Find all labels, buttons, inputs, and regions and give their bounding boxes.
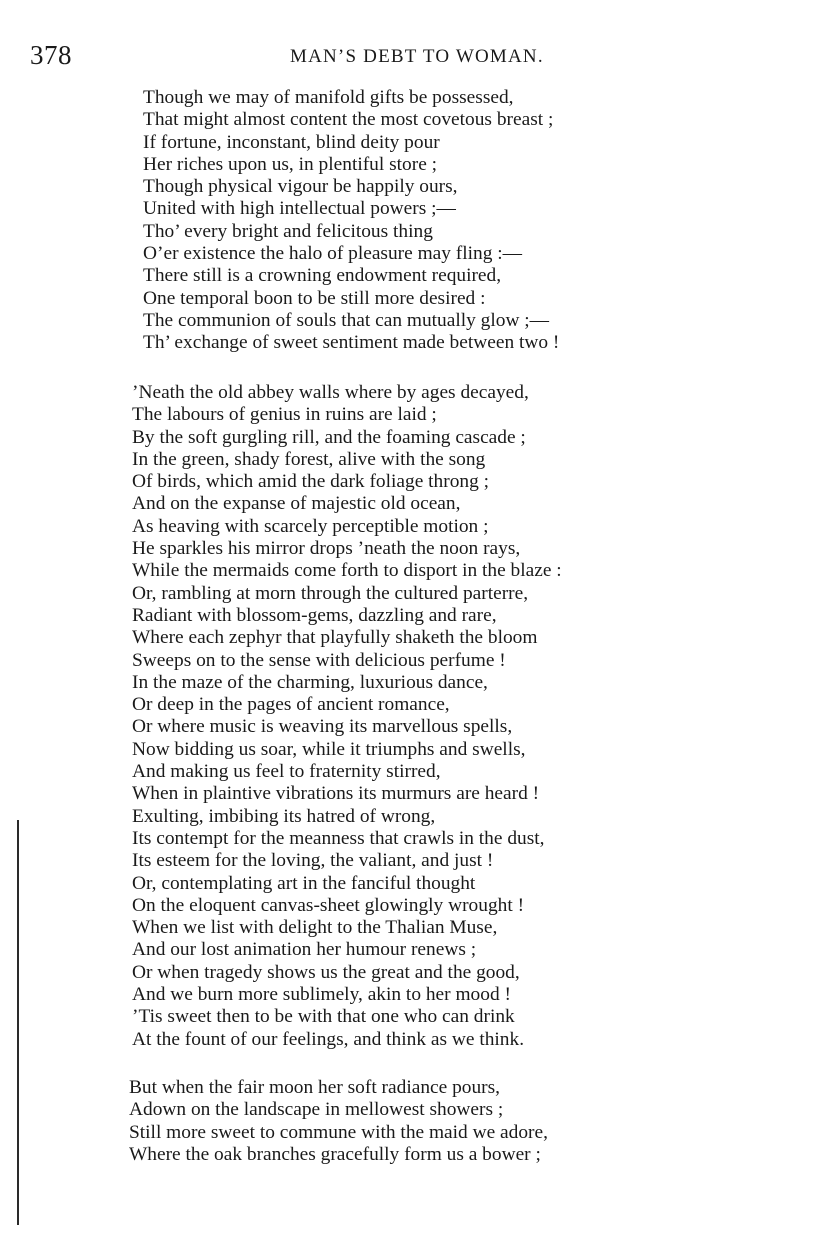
verse-line: Exulting, imbibing its hatred of wrong, (132, 805, 436, 827)
verse-line: Th’ exchange of sweet sentiment made between two ! (143, 332, 560, 354)
verse-line: And on the expanse of majestic old ocean, (132, 493, 461, 515)
verse-line: When we list with delight to the Thalian Muse, (132, 917, 498, 939)
verse-line: There still is a crowning endowment required, (143, 265, 502, 287)
verse-line: Where the oak branches gracefully form us a bower ; (129, 1143, 541, 1165)
verse-line: Or when tragedy shows us the great and the good, (132, 961, 520, 983)
verse-line: The communion of souls that can mutually glow ;— (143, 309, 550, 331)
verse-line: But when the fair moon her soft radiance pours, (129, 1077, 501, 1098)
verse-line: Still more sweet to commune with the maid we adore, (129, 1121, 548, 1143)
page-edge-rule (17, 820, 19, 1225)
stanza-1 (143, 87, 559, 355)
page-number: 378 (30, 40, 72, 70)
verse-line: Now bidding us soar, while it triumphs and swells, (132, 738, 526, 760)
verse-line: Or where music is weaving its marvellous spells, (132, 716, 513, 738)
verse-line: Its esteem for the loving, the valiant, and just ! (132, 850, 494, 872)
verse-line: Of birds, which amid the dark foliage throng ; (132, 471, 490, 493)
verse-line: And our lost animation her humour renews ; (132, 939, 477, 961)
verse-line: Sweeps on to the sense with delicious perfume ! (132, 649, 506, 671)
verse-line: Tho’ every bright and felicitous thing (143, 220, 433, 242)
verse-line: In the maze of the charming, luxurious dance, (132, 671, 488, 693)
verse-line: That might almost content the most covetous breast ; (143, 109, 554, 131)
verse-line: Though physical vigour be happily ours, (143, 176, 458, 198)
verse-line: O’er existence the halo of pleasure may fling :— (143, 243, 523, 265)
verse-line: And making us feel to fraternity stirred, (132, 761, 441, 783)
verse-line: Or, contemplating art in the fanciful thought (132, 872, 476, 894)
verse-line: In the green, shady forest, alive with the song (132, 448, 486, 470)
verse-line: The labours of genius in ruins are laid ; (132, 404, 437, 426)
verse-line: And we burn more sublimely, akin to her mood ! (132, 984, 511, 1006)
verse-line: Or deep in the pages of ancient romance, (132, 694, 450, 716)
stanza-2 (132, 382, 562, 1051)
verse-line: ’Neath the old abbey walls where by ages decayed, (132, 382, 529, 403)
verse-line: Adown on the landscape in mellowest showers ; (129, 1099, 504, 1121)
verse-line: While the mermaids come forth to disport in the blaze : (132, 560, 562, 582)
verse-line: Where each zephyr that playfully shaketh the bloom (132, 627, 538, 649)
verse-line: Its contempt for the meanness that crawls in the dust, (132, 827, 545, 849)
verse-line: When in plaintive vibrations its murmurs are heard ! (132, 783, 540, 805)
verse-line: Her riches upon us, in plentiful store ; (143, 153, 438, 175)
verse-line: Though we may of manifold gifts be possessed, (143, 87, 514, 108)
verse-line: One temporal boon to be still more desired : (143, 287, 486, 309)
verse-line: He sparkles his mirror drops ’neath the noon rays, (132, 538, 521, 560)
verse-line: ’Tis sweet then to be with that one who can drink (132, 1006, 515, 1028)
verse-line: Or, rambling at morn through the cultured parterre, (132, 582, 529, 604)
running-title: MAN’S DEBT TO WOMAN. (290, 46, 544, 67)
verse-line: At the fount of our feelings, and think as we think. (132, 1028, 525, 1050)
verse-line: As heaving with scarcely perceptible motion ; (132, 515, 489, 537)
verse-line: By the soft gurgling rill, and the foaming cascade ; (132, 426, 526, 448)
verse-line: United with high intellectual powers ;— (143, 198, 456, 220)
verse-line: If fortune, inconstant, blind deity pour (143, 131, 440, 153)
verse-line: Radiant with blossom-gems, dazzling and rare, (132, 604, 497, 626)
stanza-3 (129, 1077, 548, 1166)
verse-line: On the eloquent canvas-sheet glowingly wrought ! (132, 894, 525, 916)
